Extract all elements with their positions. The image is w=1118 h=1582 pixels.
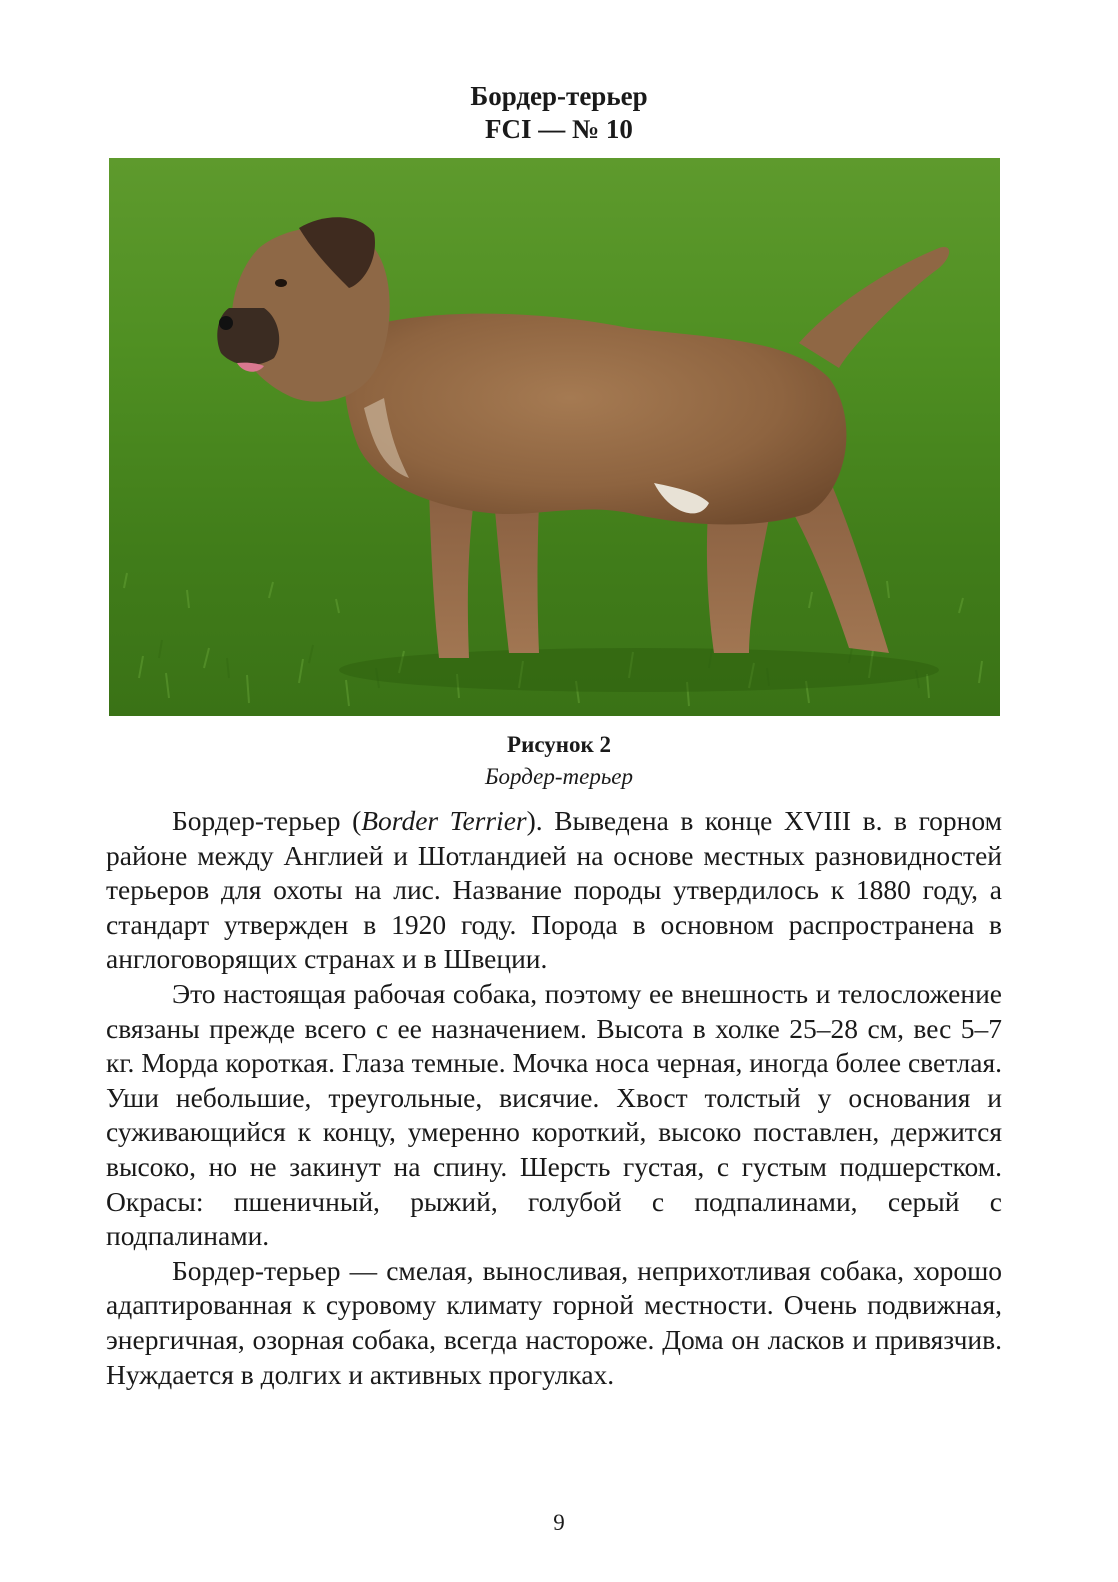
figure-caption [0,729,1118,793]
paragraph-1-start: Бордер-терьер ( [172,805,362,836]
page-title: Бордер-терьер [470,81,648,111]
fci-number: FCI — № 10 [485,114,633,144]
latin-name: Border Terrier [361,805,527,836]
dog-photo-icon [109,158,1000,716]
article-body [106,804,1002,1392]
figure-label: Рисунок 2 [507,732,611,757]
paragraph-3: Бордер-терьер — смелая, выносливая, неприхотливая собака, хорошо адаптированная к суровому климату горной местности. Очень подвижная, энергичная, озорная собака, всегда настороже. Дома он ласков и привязчив. Нуждается в долгих и активных прогулках. [106,1254,1002,1390]
paragraph-1-rest: ). Выведена в конце XVIII в. в горном районе между Англией и Шотландией на основе местных разновидностей терьеров для охоты на лис. Название породы утвердилось к 1880 году, а стандарт утвержден в 1920 году. Порода в основном распространена в англоговорящих странах и в Швеции. [106,805,1003,975]
page-number: 9 [553,1510,565,1535]
paragraph-1 [106,804,1002,977]
page-header [0,80,1118,146]
paragraph-2: Это настоящая рабочая собака, поэтому ее внешность и телосложение связаны прежде всего с ее назначением. Высота в холке 25–28 см, вес 5–7 кг. Морда короткая. Глаза темные. Мочка носа черная, иногда более светлая. Уши небольшие, треугольные, висячие. Хвост толстый у основания и суживающийся к концу, умеренно короткий, высоко поставлен, держится высоко, но не закинут на спину. Шерсть густая, с густым подшерстком. Окрасы: пшеничный, рыжий, голубой с подпалинами, серый с подпалинами. [106,977,1002,1252]
dog-photo [109,158,1000,716]
figure-caption-text: Бордер-терьер [484,764,634,789]
